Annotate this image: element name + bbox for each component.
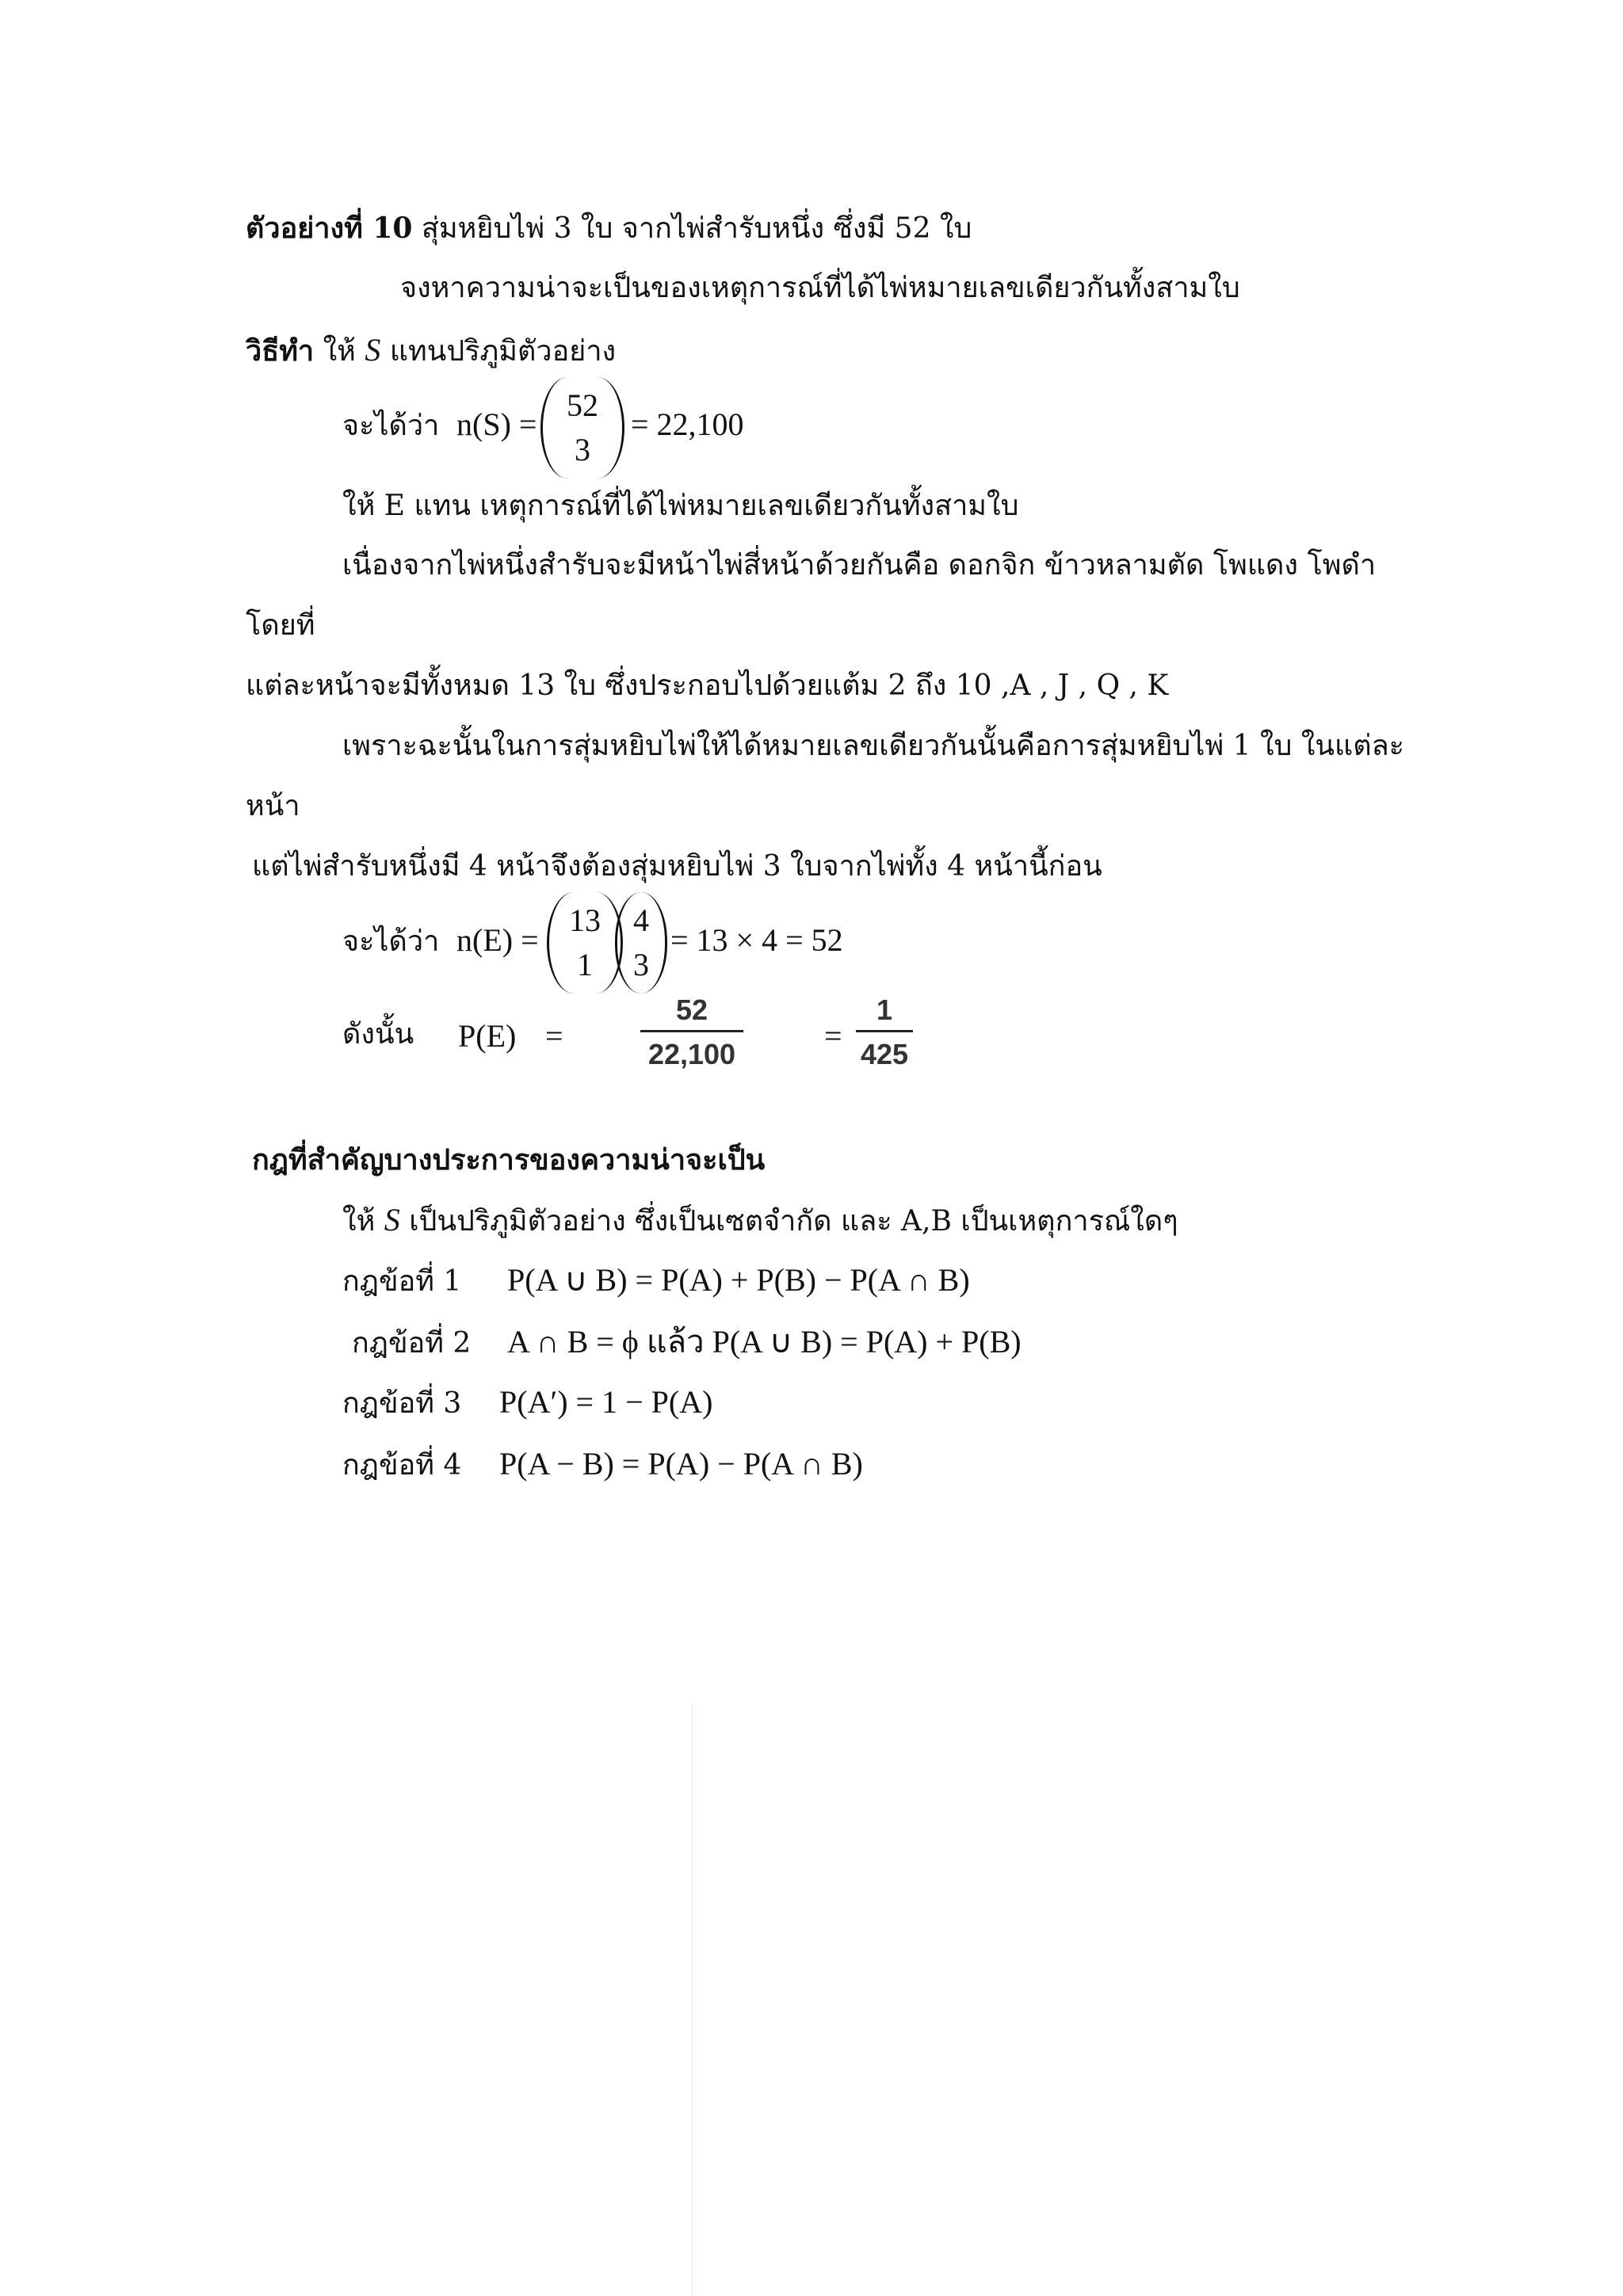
solution-intro [246, 331, 616, 371]
rule-1-label: กฎข้อที่ 1 [342, 1265, 462, 1298]
ne-binom1-bottom: 1 [577, 947, 593, 982]
ne-binom2-top: 4 [633, 902, 649, 938]
ne-binom1-top: 13 [569, 902, 601, 938]
ne-lhs: n(E) = [456, 922, 539, 958]
ne-rhs: = 13 × 4 = 52 [670, 922, 843, 958]
pe-lhs: P(E) [458, 1018, 517, 1054]
solution-intro-post: แทนปริภูมิตัวอย่าง [389, 335, 617, 368]
ne-binomial-2 [615, 892, 667, 994]
example-line-2: จงหาความน่าจะเป็นของเหตุการณ์ที่ได้ไพ่หมายเลขเดียวกันทั้งสามใบ [400, 272, 1240, 304]
solution-intro-pre: ให้ [323, 335, 356, 368]
rule-4-formula: P(A − B) = P(A) − P(A ∩ B) [499, 1446, 863, 1482]
ns-prefix: จะได้ว่า [342, 410, 440, 442]
scan-artifact-line [692, 1703, 693, 2296]
ne-prefix: จะได้ว่า [342, 925, 440, 958]
rule-4-label: กฎข้อที่ 4 [342, 1449, 462, 1482]
ne-binomial-1 [547, 892, 623, 994]
pe-eq-1: = [545, 1018, 563, 1054]
solution-label: วิธีทำ [246, 334, 315, 368]
rules-intro-pre: ให้ [342, 1205, 376, 1238]
rule-3-formula: P(A′) = 1 − P(A) [499, 1384, 713, 1420]
pe-frac1-bar [640, 1030, 743, 1032]
rule-3-label: กฎข้อที่ 3 [342, 1387, 462, 1420]
suits-line: เนื่องจากไพ่หนึ่งสำรับจะมีหน้าไพ่สี่หน้าด้วยกันคือ ดอกจิก ข้าวหลามตัด โพแดง โพดำ [342, 549, 1377, 582]
pe-frac2-den: 425 [860, 1038, 909, 1070]
ns-binomial [540, 377, 624, 479]
suits-wrap: โดยที่ [246, 609, 315, 642]
rule-1-formula: P(A ∪ B) = P(A) + P(B) − P(A ∩ B) [507, 1262, 970, 1298]
four-suits-line: แต่ไพ่สำรับหนึ่งมี 4 หน้าจึงต้องสุ่มหยิบไพ่ 3 ใบจากไพ่ทั้ง 4 หน้านี้ก่อน [252, 850, 1102, 883]
ns-binom-top: 52 [567, 387, 598, 423]
event-line: ให้ E แทน เหตุการณ์ที่ได้ไพ่หมายเลขเดียวกันทั้งสามใบ [342, 490, 1019, 522]
ne-binom2-bottom: 3 [633, 947, 649, 982]
rules-intro [342, 1201, 1178, 1241]
ns-lhs: n(S) = [456, 406, 537, 442]
sample-space-symbol: S [365, 332, 381, 368]
rules-heading: กฎที่สำคัญบางประการของความน่าจะเป็น [252, 1143, 766, 1177]
ns-binom-bottom: 3 [575, 432, 590, 467]
pe-prefix: ดังนั้น [342, 1018, 414, 1051]
therefore-line: เพราะฉะนั้นในการสุ่มหยิบไพ่ให้ได้หมายเลขเดียวกันนั้นคือการสุ่มหยิบไพ่ 1 ใบ ในแต่ละ [342, 730, 1404, 762]
pe-frac2-num: 1 [876, 994, 893, 1026]
rules-sample-space-symbol: S [384, 1202, 400, 1238]
example-line-1 [246, 209, 972, 248]
rule-2-formula: A ∩ B = ϕ แล้ว P(A ∪ B) = P(A) + P(B) [507, 1324, 1022, 1360]
rule-2-label: กฎข้อที่ 2 [352, 1327, 472, 1360]
ns-rhs: = 22,100 [631, 406, 744, 442]
example-label: ตัวอย่างที่ 10 [246, 212, 413, 245]
therefore-wrap: หน้า [246, 790, 300, 822]
pe-eq-2: = [824, 1018, 842, 1054]
example-text: สุ่มหยิบไพ่ 3 ใบ จากไพ่สำรับหนึ่ง ซึ่งมี 52 ใบ [421, 212, 972, 245]
pe-frac1-den: 22,100 [647, 1038, 736, 1070]
pe-frac2-bar [856, 1030, 913, 1032]
pe-frac1-num: 52 [675, 994, 708, 1026]
cards-line: แต่ละหน้าจะมีทั้งหมด 13 ใบ ซึ่งประกอบไปด้วยแต้ม 2 ถึง 10 ,A , J , Q , K [246, 669, 1169, 702]
rules-intro-post: เป็นปริภูมิตัวอย่าง ซึ่งเป็นเซตจำกัด และ A,B เป็นเหตุการณ์ใดๆ [409, 1205, 1178, 1238]
